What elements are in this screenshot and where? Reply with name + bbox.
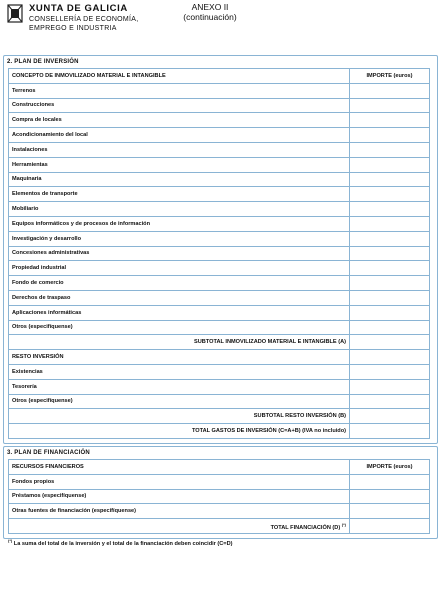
investment-item-text: Construcciones: [12, 102, 55, 109]
total-financing-label: [9, 519, 350, 534]
investment-item: [9, 305, 350, 320]
resources-header: RECURSOS FINANCIEROS: [9, 460, 350, 475]
investment-item: [9, 187, 350, 202]
resto-item: [9, 394, 350, 409]
total-financing-field[interactable]: [350, 519, 430, 534]
investment-item-text: Equipos informáticos y de procesos de información: [12, 220, 151, 227]
investment-item: [9, 128, 350, 143]
financing-amount-field[interactable]: [350, 489, 430, 504]
footnote-mark: (*): [8, 538, 13, 543]
table-row: [9, 504, 430, 519]
investment-amount-field[interactable]: [350, 276, 430, 291]
total-mark: (*): [341, 521, 346, 527]
financing-amount-field[interactable]: [350, 504, 430, 519]
financing-item-text: Préstamos (especifíquense): [12, 493, 87, 500]
investment-item: [9, 231, 350, 246]
table-row: [9, 246, 430, 261]
investment-item-text: Elementos de transporte: [12, 191, 78, 198]
financing-table: [8, 459, 430, 534]
investment-amount-field[interactable]: [350, 172, 430, 187]
table-row: [9, 98, 430, 113]
investment-item-text: Concesiones administrativas: [12, 250, 90, 257]
financing-item: [9, 489, 350, 504]
table-row: [9, 83, 430, 98]
financing-amount-field[interactable]: [350, 474, 430, 489]
investment-amount-field[interactable]: [350, 142, 430, 157]
annex-title: ANEXO II: [191, 2, 229, 12]
investment-item-text: Otros (especifíquense): [12, 324, 73, 331]
table-row: [9, 320, 430, 335]
investment-item-text: Fondo de comercio: [12, 280, 64, 287]
investment-amount-field[interactable]: [350, 187, 430, 202]
subtotal-a-field[interactable]: [350, 335, 430, 350]
investment-item: [9, 261, 350, 276]
investment-item-text: Propiedad industrial: [12, 265, 67, 272]
investment-item-text: Investigación y desarrollo: [12, 235, 82, 242]
resto-amount-field[interactable]: [350, 394, 430, 409]
amount-header: IMPORTE (euros): [350, 69, 430, 84]
investment-amount-field[interactable]: [350, 128, 430, 143]
resto-amount-field[interactable]: [350, 364, 430, 379]
total-financing-label-text: TOTAL FINANCIACIÓN (D): [270, 524, 341, 531]
table-row: [9, 157, 430, 172]
investment-item: [9, 276, 350, 291]
annex-heading: [175, 2, 245, 22]
investment-amount-field[interactable]: [350, 320, 430, 335]
investment-amount-field[interactable]: [350, 231, 430, 246]
resto-item: [9, 379, 350, 394]
total-investment-label: [9, 424, 350, 439]
table-row: [9, 350, 430, 365]
investment-item: [9, 98, 350, 113]
financing-item-text: Otras fuentes de financiación (especifíquense): [12, 508, 137, 515]
financing-item-text: Fondos propios: [12, 478, 55, 485]
investment-amount-field[interactable]: [350, 202, 430, 217]
investment-item-text: Terrenos: [12, 87, 36, 94]
table-row: [9, 231, 430, 246]
resto-amount-field[interactable]: [350, 379, 430, 394]
total-investment-field[interactable]: [350, 424, 430, 439]
footnote-text: La suma del total de la inversión y el total de la financiación deben coincidir (C=D): [13, 540, 233, 547]
investment-amount-field[interactable]: [350, 98, 430, 113]
investment-item: [9, 113, 350, 128]
investment-item: [9, 216, 350, 231]
subtotal-a-label: [9, 335, 350, 350]
total-investment-label-text: TOTAL GASTOS DE INVERSIÓN (C=A+B) (IVA no incluido): [191, 428, 346, 435]
investment-amount-field[interactable]: [350, 113, 430, 128]
table-header-row: [9, 69, 430, 84]
investment-item: [9, 157, 350, 172]
investment-item: [9, 83, 350, 98]
concept-header: CONCEPTO DE INMOVILIZADO MATERIAL E INTANGIBLE: [9, 69, 350, 84]
resto-header: [9, 350, 350, 365]
investment-item: [9, 320, 350, 335]
financing-item: [9, 474, 350, 489]
table-row: [9, 394, 430, 409]
investment-amount-field[interactable]: [350, 246, 430, 261]
investment-item: [9, 290, 350, 305]
table-header-row: [9, 460, 430, 475]
dept-line-1: CONSELLERÍA DE ECONOMÍA,: [29, 16, 139, 23]
table-row: [9, 305, 430, 320]
dept-line-2: EMPREGO E INDUSTRIA: [29, 25, 117, 32]
page-header: [0, 0, 439, 50]
table-row: [9, 364, 430, 379]
financing-item: [9, 504, 350, 519]
investment-amount-field[interactable]: [350, 290, 430, 305]
investment-item: [9, 202, 350, 217]
investment-item-text: Compra de locales: [12, 117, 62, 124]
investment-item-text: Acondicionamiento del local: [12, 132, 88, 139]
table-row: [9, 424, 430, 439]
xunta-logo-icon: [6, 4, 24, 24]
investment-amount-field[interactable]: [350, 261, 430, 276]
table-row: [9, 290, 430, 305]
investment-amount-field[interactable]: [350, 305, 430, 320]
table-row: [9, 276, 430, 291]
subtotal-a-label-text: SUBTOTAL INMOVILIZADO MATERIAL E INTANGIBLE (A): [194, 339, 346, 346]
table-row: [9, 474, 430, 489]
subtotal-b-label: [9, 409, 350, 424]
resto-header-text: RESTO INVERSIÓN: [12, 354, 64, 361]
annex-subtitle: (continuación): [183, 12, 237, 22]
table-row: [9, 489, 430, 504]
investment-amount-field[interactable]: [350, 83, 430, 98]
investment-amount-field[interactable]: [350, 216, 430, 231]
financing-plan-title: 3. PLAN DE FINANCIACIÓN: [7, 450, 90, 456]
investment-amount-field[interactable]: [350, 157, 430, 172]
investment-item-text: Aplicaciones informáticas: [12, 309, 82, 316]
resto-header-amount[interactable]: [350, 350, 430, 365]
table-row: [9, 335, 430, 350]
resto-item-text: Existencias: [12, 368, 43, 375]
table-row: [9, 379, 430, 394]
amount-header: IMPORTE (euros): [350, 460, 430, 475]
table-row: [9, 142, 430, 157]
investment-plan-title: 2. PLAN DE INVERSIÓN: [7, 59, 79, 65]
table-row: [9, 261, 430, 276]
table-row: [9, 216, 430, 231]
table-row: [9, 409, 430, 424]
investment-item-text: Maquinaria: [12, 176, 42, 183]
investment-item-text: Instalaciones: [12, 146, 48, 153]
investment-item-text: Mobiliario: [12, 206, 39, 213]
investment-table: [8, 68, 430, 439]
resto-item: [9, 364, 350, 379]
resto-item-text: Tesorería: [12, 383, 37, 390]
investment-item-text: Herramientas: [12, 161, 48, 168]
subtotal-b-field[interactable]: [350, 409, 430, 424]
investment-item-text: Derechos de traspaso: [12, 294, 71, 301]
table-row: [9, 187, 430, 202]
investment-item: [9, 142, 350, 157]
table-row: [9, 172, 430, 187]
footnote: [8, 538, 232, 547]
investment-item: [9, 172, 350, 187]
resto-item-text: Otros (especifíquense): [12, 398, 73, 405]
subtotal-b-label-text: SUBTOTAL RESTO INVERSIÓN (B): [253, 413, 346, 420]
table-row: [9, 113, 430, 128]
table-row: [9, 202, 430, 217]
investment-item: [9, 246, 350, 261]
table-row: [9, 128, 430, 143]
table-row: [9, 519, 430, 534]
org-name: XUNTA DE GALICIA: [29, 3, 128, 14]
